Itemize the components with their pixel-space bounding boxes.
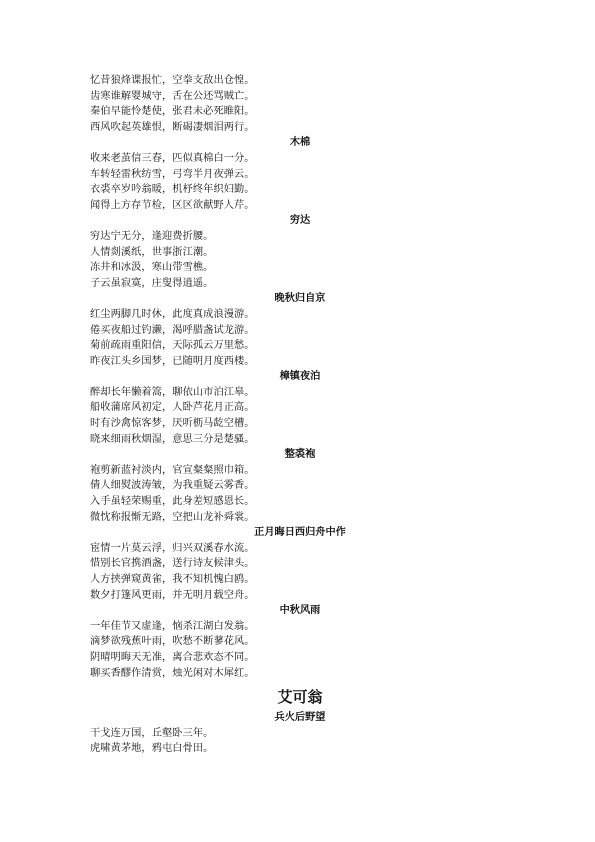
poem-title: 穷达 (289, 214, 311, 227)
poem-line: 时有沙禽惊客梦，厌听枥马龁空槽。 (90, 418, 255, 430)
poem-line: 晓来细雨秋烟湿，意思三分是楚骚。 (90, 433, 255, 445)
poem-title: 中秋风雨 (279, 604, 321, 617)
poem-title: 兵火后野望 (274, 711, 326, 724)
author-heading: 艾可翁 (277, 688, 323, 707)
poem-line: 忆昔狼烽谍报忙，空拳支敌出仓惶。 (90, 75, 255, 86)
poem-line: 西风吹起英雄恨，断碣凄烟泪两行。 (90, 121, 255, 133)
poem-line: 闻得上方存节检，区区欲献野人芹。 (90, 199, 255, 211)
poem-line: 数夕打篷风更雨，并无明月载空舟。 (90, 589, 255, 601)
poem-line: 干戈连万国，丘壑卧三年。 (90, 727, 214, 739)
poem-line: 子云虽寂寞，庄叟得逍遥。 (90, 277, 214, 289)
poem-line: 滴梦欲残蕉叶雨，吹愁不断蓼花风。 (90, 636, 255, 648)
poem-line: 倦买夜船过钓濑，渴呼腊盏试龙游。 (90, 324, 255, 336)
poem-line: 宦情一片莫云浮，归兴双溪春水流。 (90, 542, 255, 554)
poem-line: 虎啸黄茅地，鸦屯白骨田。 (90, 743, 214, 755)
poem-line: 阴晴明晦天无准，离合悲欢态不同。 (90, 651, 255, 663)
poem-line: 齿寒谁解婴城守，舌在公还骂贼亡。 (90, 90, 255, 102)
poem-line: 红尘两脚几时休，此度真成浪漫游。 (90, 308, 255, 320)
poem-line: 醉却长年懒着篙，聊依山市泊江皋。 (90, 386, 255, 398)
poem-title: 木棉 (289, 136, 311, 149)
poem-line: 袍剪新蓝衬淡内，官宣粲粲照巾箱。 (90, 464, 255, 476)
poem-line: 聊买香醪作清赏，烛光闲对木犀红。 (90, 667, 255, 679)
poem-title: 正月晦日西归舟中作 (254, 526, 346, 539)
poem-title: 整裘袍 (284, 448, 316, 461)
poem-line: 菊前疏雨重阳信，天际孤云万里愁。 (90, 340, 255, 352)
poem-collection (90, 73, 510, 757)
poem-line: 倩人细熨波涛皱，为我重疑云雾香。 (90, 480, 255, 492)
poem-line: 人情剡溪纸，世事浙江潮。 (90, 246, 214, 258)
poem-line: 昨夜江头乡国梦，已随明月度西楼。 (90, 355, 255, 367)
poem-line: 微忱称报惭无路，空把山龙补舜裳。 (90, 511, 255, 523)
poem-line: 秦伯早能怜楚使，张君未必死睢阳。 (90, 106, 255, 118)
poem-line: 穷达宁无分，逢迎费折腰。 (90, 230, 214, 242)
poem-line: 船收蒲席风初定，人卧芦花月正高。 (90, 402, 255, 414)
poem-line: 人方挟弹窥黄雀，我不知机愧白鸥。 (90, 574, 255, 585)
poem-line: 衣裘卒岁吟翁暖，机杼终年织妇勤。 (90, 184, 255, 196)
poem-line: 车转轻雷秋纺雪，弓弯半月夜弹云。 (90, 168, 255, 180)
poem-line: 冻井和冰汲，寒山带雪樵。 (90, 262, 214, 274)
poem-line: 入手虽轻荣赐重，此身差短感恩长。 (90, 496, 255, 508)
poem-title: 晚秋归自京 (274, 292, 326, 305)
poem-title: 樟镇夜泊 (279, 370, 321, 383)
poem-line: 一年佳节又虚逢，恼杀江湖白发翁。 (90, 620, 255, 632)
poem-line: 收来老茧信三春，匹似真棉白一分。 (90, 152, 255, 164)
poem-line: 惜别长官携酒盏，送行诗友候津头。 (90, 558, 255, 570)
